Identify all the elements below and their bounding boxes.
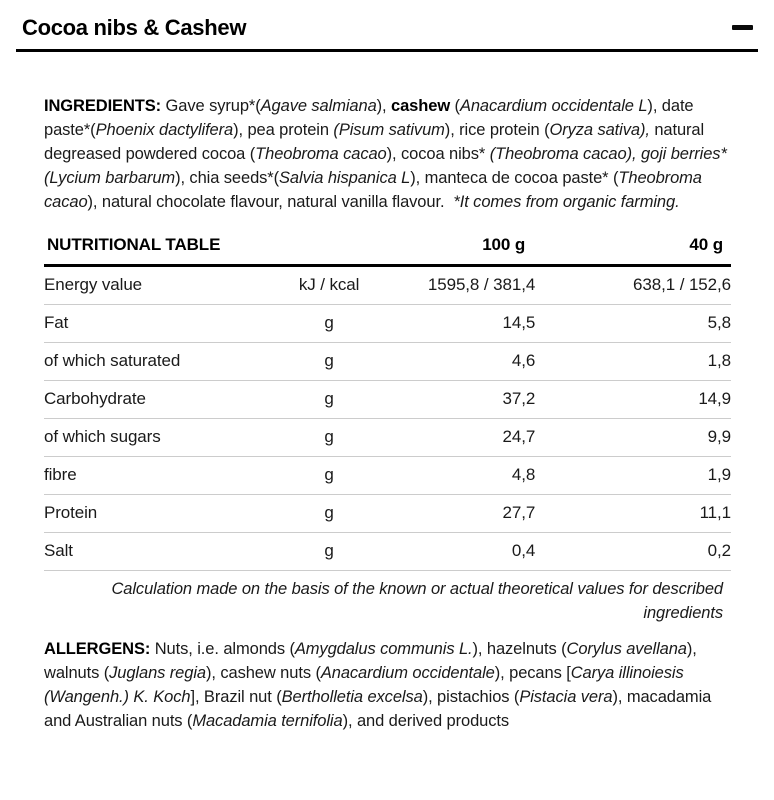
text-segment: Carya illinoiesis (Wangenh.) K. Koch: [44, 663, 684, 706]
text-segment: ), pea protein: [233, 121, 334, 139]
row-unit: g: [243, 380, 415, 418]
allergens-paragraph: [44, 637, 731, 733]
text-segment: ), macadamia and Australian nuts (: [44, 687, 712, 730]
text-segment: ), hazelnuts (: [472, 639, 567, 658]
text-segment: ), pistachios (: [422, 687, 520, 706]
accordion-body: [44, 94, 731, 733]
text-segment: ), rice protein (: [444, 121, 550, 139]
text-segment: ), chia seeds*(: [175, 169, 280, 187]
table-row: [44, 532, 731, 570]
accordion-header[interactable]: [0, 0, 774, 47]
row-unit: g: [243, 532, 415, 570]
row-unit: kJ / kcal: [243, 265, 415, 304]
row-value-100g: 0,4: [415, 532, 535, 570]
text-segment: Salvia hispanica L: [279, 169, 411, 187]
text-segment: Oryza sativa),: [549, 121, 650, 139]
row-label: Fat: [44, 304, 243, 342]
row-value-40g: 11,1: [535, 494, 731, 532]
row-unit: g: [243, 418, 415, 456]
col-header-100g: 100 g: [415, 231, 535, 266]
row-unit: g: [243, 456, 415, 494]
ingredients-paragraph: [44, 94, 731, 214]
row-value-40g: 1,8: [535, 342, 731, 380]
text-segment: ), and derived products: [342, 711, 510, 730]
row-value-100g: 1595,8 / 381,4: [415, 265, 535, 304]
text-segment: (Theobroma cacao), goji berries*(Lycium barbarum: [44, 145, 727, 187]
table-row: [44, 494, 731, 532]
text-segment: cashew: [391, 97, 451, 115]
row-value-100g: 4,8: [415, 456, 535, 494]
table-note: Calculation made on the basis of the known or actual theoretical values for described ingredients: [111, 579, 723, 622]
text-segment: ], Brazil nut (: [190, 687, 282, 706]
row-value-40g: 0,2: [535, 532, 731, 570]
minus-icon[interactable]: [732, 25, 753, 30]
text-segment: (Pisum sativum: [333, 121, 445, 139]
row-value-100g: 37,2: [415, 380, 535, 418]
text-segment: Theobroma cacao: [255, 145, 387, 163]
text-segment: Theobroma cacao: [44, 169, 702, 211]
row-value-40g: 9,9: [535, 418, 731, 456]
text-segment: *It comes from organic farming.: [453, 193, 680, 211]
text-segment: Nuts, i.e. almonds (: [154, 639, 295, 658]
table-header-row: [44, 231, 731, 266]
table-row: [44, 456, 731, 494]
text-segment: ), date paste*(: [44, 97, 694, 139]
text-segment: Macadamia ternifolia: [192, 711, 343, 730]
text-segment: ),: [376, 97, 392, 115]
text-segment: Agave salmiana: [260, 97, 377, 115]
table-row: [44, 265, 731, 304]
header-divider: [16, 49, 758, 52]
row-value-40g: 14,9: [535, 380, 731, 418]
text-segment: (: [450, 97, 460, 115]
row-label: of which sugars: [44, 418, 243, 456]
text-segment: INGREDIENTS:: [44, 97, 166, 115]
page-title: Cocoa nibs & Cashew: [22, 14, 247, 40]
nutrition-table: [44, 231, 731, 571]
row-unit: g: [243, 494, 415, 532]
text-segment: Corylus avellana: [566, 639, 687, 658]
text-segment: ), cashew nuts (: [205, 663, 321, 682]
text-segment: ), walnuts (: [44, 639, 697, 682]
text-segment: Juglans regia: [109, 663, 206, 682]
text-segment: Anacardium occidentale: [320, 663, 495, 682]
row-label: Energy value: [44, 265, 243, 304]
text-segment: Bertholletia excelsa: [281, 687, 423, 706]
table-row: [44, 380, 731, 418]
table-row: [44, 418, 731, 456]
row-unit: g: [243, 342, 415, 380]
table-row: [44, 342, 731, 380]
text-segment: natural degreased powdered cocoa (: [44, 121, 705, 163]
text-segment: ), pecans [: [494, 663, 571, 682]
text-segment: Anacardium occidentale L: [459, 97, 648, 115]
row-label: Carbohydrate: [44, 380, 243, 418]
table-row: [44, 304, 731, 342]
text-segment: Phoenix dactylifera: [95, 121, 234, 139]
row-value-40g: 1,9: [535, 456, 731, 494]
text-segment: ), manteca de cocoa paste* (: [410, 169, 619, 187]
row-value-100g: 14,5: [415, 304, 535, 342]
row-unit: g: [243, 304, 415, 342]
text-segment: ), natural chocolate flavour, natural vanilla flavour.: [87, 193, 454, 211]
row-label: of which saturated: [44, 342, 243, 380]
text-segment: Pistacia vera: [519, 687, 613, 706]
row-label: Protein: [44, 494, 243, 532]
col-header-40g: 40 g: [535, 231, 731, 266]
text-segment: Gave syrup*(: [165, 97, 261, 115]
text-segment: ALLERGENS:: [44, 639, 155, 658]
text-segment: ), cocoa nibs*: [386, 145, 490, 163]
row-label: fibre: [44, 456, 243, 494]
row-value-100g: 27,7: [415, 494, 535, 532]
row-value-100g: 4,6: [415, 342, 535, 380]
row-value-40g: 638,1 / 152,6: [535, 265, 731, 304]
row-value-100g: 24,7: [415, 418, 535, 456]
row-label: Salt: [44, 532, 243, 570]
text-segment: Amygdalus communis L.: [294, 639, 473, 658]
table-title: NUTRITIONAL TABLE: [44, 231, 415, 266]
row-value-40g: 5,8: [535, 304, 731, 342]
